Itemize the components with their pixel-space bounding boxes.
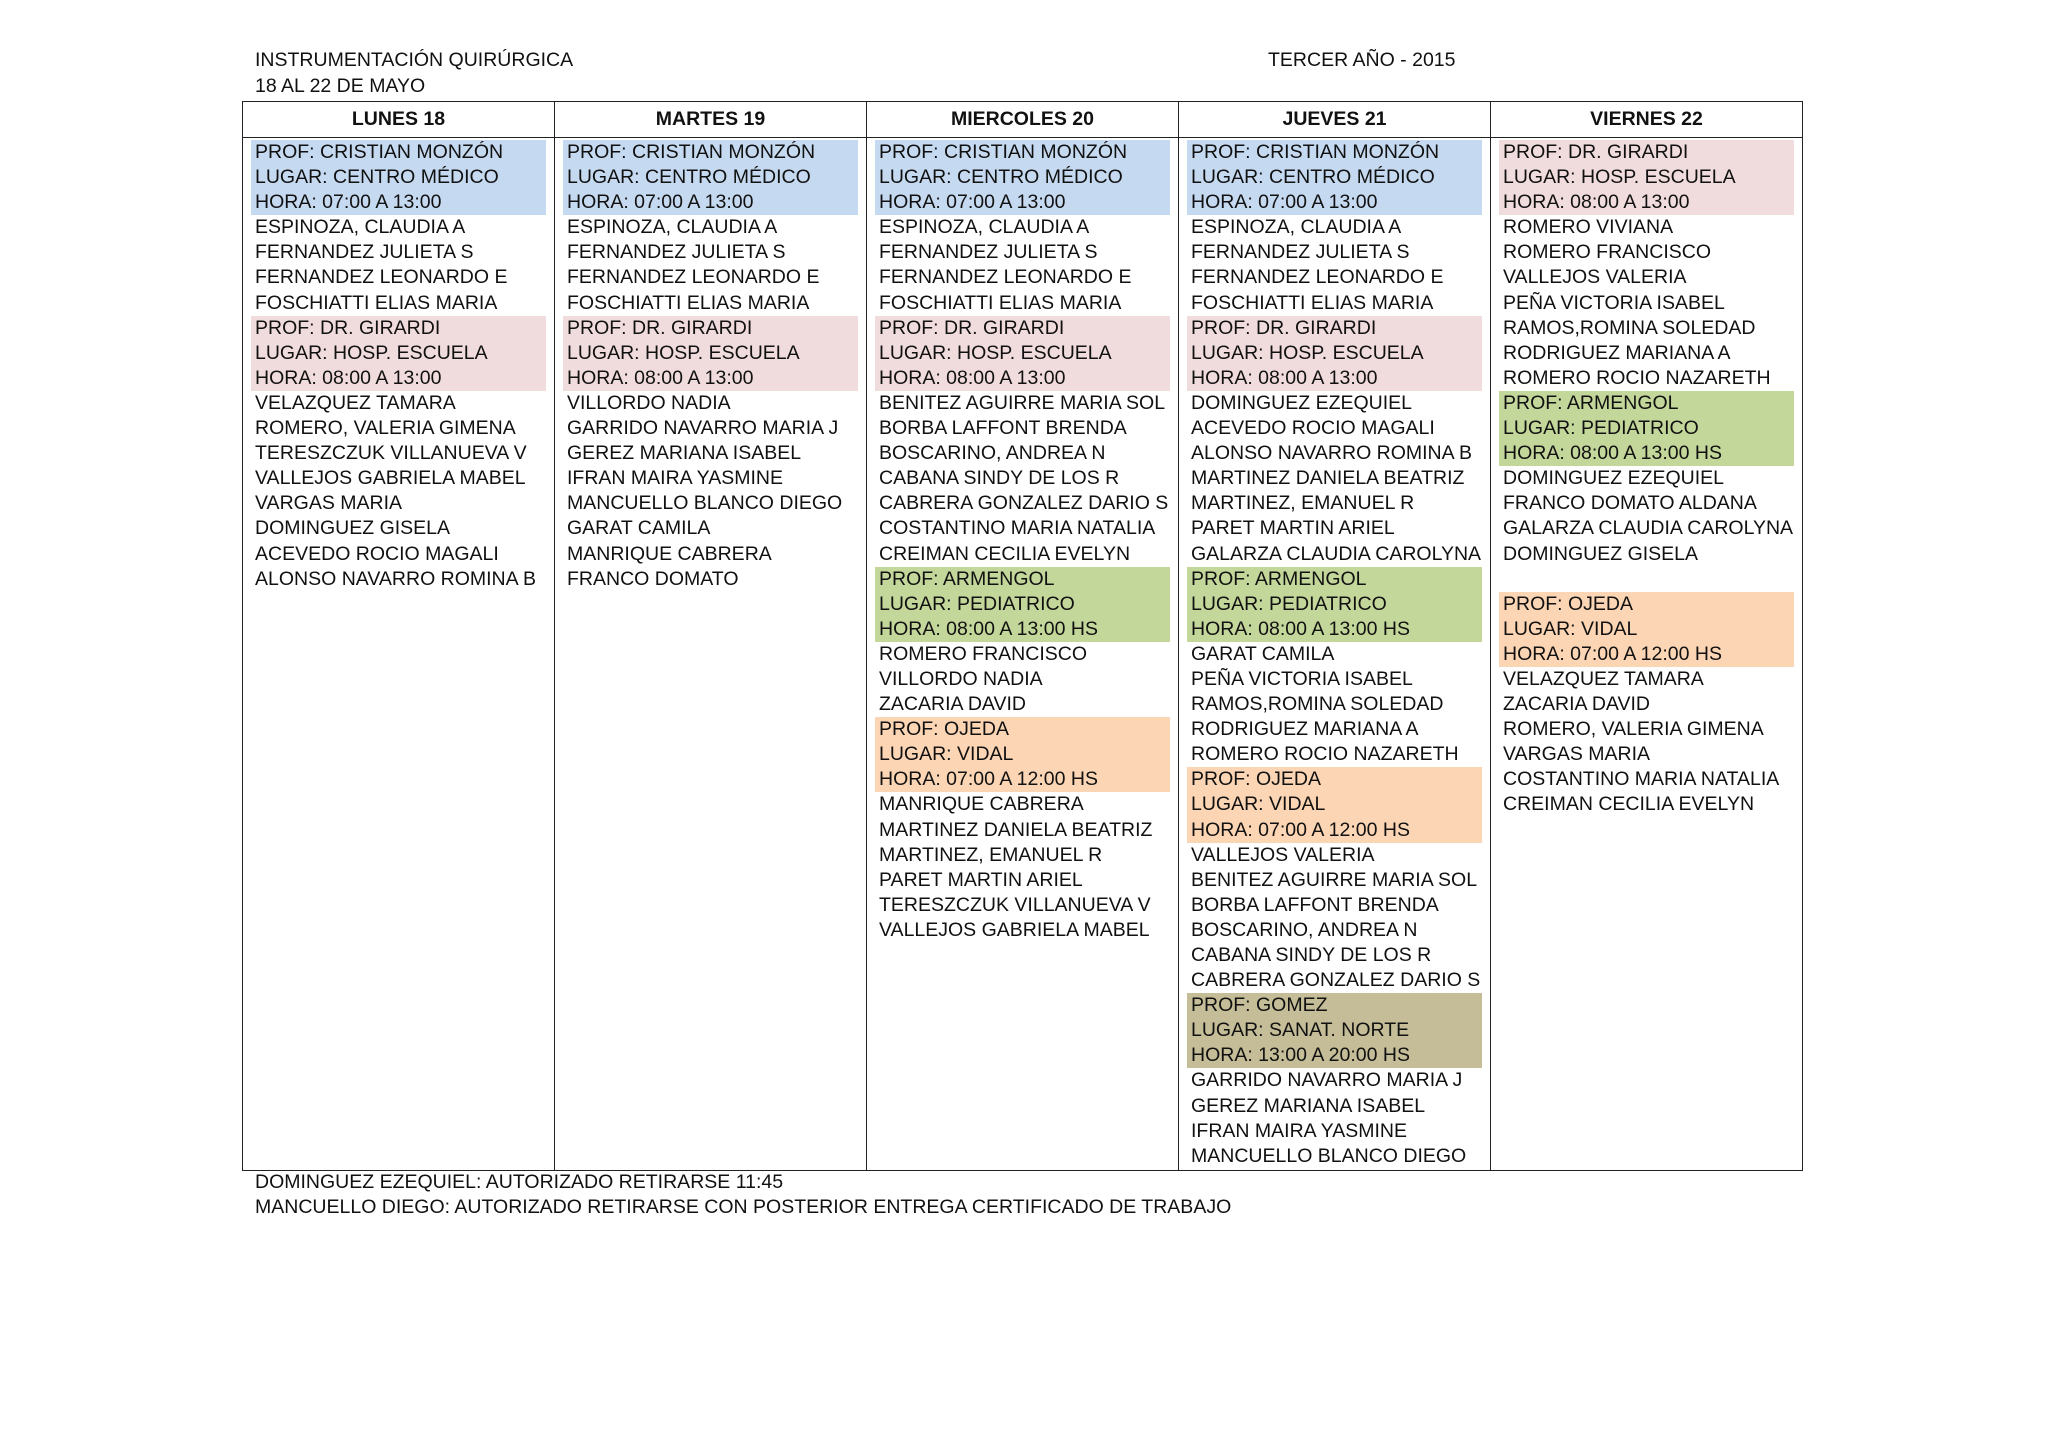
student-name: DOMINGUEZ EZEQUIEL [1503,467,1725,490]
professor-line: PROF: CRISTIAN MONZÓN [879,141,1128,163]
student-name: IFRAN MAIRA YASMINE [567,467,783,490]
day-header: VIERNES 22 [1491,102,1802,138]
student-name: RODRIGUEZ MARIANA A [1503,341,1731,364]
rotation-group [563,140,858,316]
professor-line: PROF: CRISTIAN MONZÓN [567,141,816,163]
professor-line: PROF: DR. GIRARDI [1191,316,1377,339]
student-name: ESPINOZA, CLAUDIA A [879,216,1090,239]
student-name: GARRIDO NAVARRO MARIA J [567,417,839,440]
day-column [243,102,554,1170]
time-line: HORA: 07:00 A 13:00 [879,191,1066,214]
professor-line: PROF: CRISTIAN MONZÓN [255,141,504,163]
group-header-block [251,140,546,215]
day-body [1491,138,1802,818]
student-name: CABRERA GONZALEZ DARIO S [879,492,1169,515]
location-line: LUGAR: HOSP. ESCUELA [1191,341,1424,364]
day-column [1178,102,1490,1170]
professor-line: PROF: ARMENGOL [1503,391,1679,414]
student-name: FOSCHIATTI ELIAS MARIA [1191,291,1434,314]
student-name: PEÑA VICTORIA ISABEL [1503,291,1725,314]
group-header-block [875,567,1170,642]
group-header-block [1499,391,1794,466]
student-name: CABRERA GONZALEZ DARIO S [1191,969,1481,992]
student-name: VILLORDO NADIA [879,667,1043,690]
student-name: VALLEJOS GABRIELA MABEL [255,467,526,490]
professor-line: PROF: GOMEZ [1191,994,1328,1017]
professor-line: PROF: CRISTIAN MONZÓN [1191,141,1440,163]
group-header-block [563,140,858,215]
student-name: ALONSO NAVARRO ROMINA B [1191,442,1472,465]
professor-line: PROF: ARMENGOL [1191,567,1367,590]
rotation-group [1187,316,1482,567]
student-name: GEREZ MARIANA ISABEL [567,442,802,465]
student-name: ROMERO FRANCISCO [1503,241,1712,264]
subject-title: INSTRUMENTACIÓN QUIRÚRGICA [255,49,574,71]
student-name: FERNANDEZ LEONARDO E [255,266,508,289]
year-label: TERCER AÑO - 2015 [1268,49,1456,71]
blank-row [1499,567,1794,592]
professor-line: PROF: DR. GIRARDI [567,316,753,339]
time-line: HORA: 07:00 A 13:00 [255,191,442,214]
student-name: BENITEZ AGUIRRE MARIA SOL [879,391,1166,414]
student-name: DOMINGUEZ GISELA [255,517,451,540]
student-name: GARAT CAMILA [1191,642,1335,665]
student-name: BOSCARINO, ANDREA N [1191,918,1418,941]
rotation-group [1187,993,1482,1169]
time-line: HORA: 08:00 A 13:00 HS [879,617,1098,640]
location-line: LUGAR: HOSP. ESCUELA [255,341,488,364]
group-header-block [1187,767,1482,842]
rotation-group [1499,391,1794,592]
student-name: VELAZQUEZ TAMARA [1503,667,1704,690]
time-line: HORA: 08:00 A 13:00 HS [1191,617,1410,640]
student-name: ESPINOZA, CLAUDIA A [255,216,466,239]
student-name: BENITEZ AGUIRRE MARIA SOL [1191,868,1478,891]
student-name: ACEVEDO ROCIO MAGALI [255,542,499,565]
group-header-block [563,316,858,391]
day-column [1490,102,1802,1170]
time-line: HORA: 08:00 A 13:00 [879,366,1066,389]
student-name: ROMERO ROCIO NAZARETH [1191,743,1459,766]
student-name: FRANCO DOMATO [567,567,739,590]
group-header-block [875,316,1170,391]
location-line: LUGAR: CENTRO MÉDICO [879,166,1123,189]
date-range: 18 AL 22 DE MAYO [255,75,426,97]
day-header: MIERCOLES 20 [867,102,1178,138]
rotation-group [251,316,546,592]
student-name: CABANA SINDY DE LOS R [879,467,1120,490]
student-name: MARTINEZ, EMANUEL R [879,843,1103,866]
student-name: BORBA LAFFONT BRENDA [1191,893,1439,916]
student-name: ESPINOZA, CLAUDIA A [1191,216,1402,239]
rotation-group [875,140,1170,316]
professor-line: PROF: DR. GIRARDI [255,316,441,339]
location-line: LUGAR: HOSP. ESCUELA [567,341,800,364]
day-column [866,102,1178,1170]
student-name: RAMOS,ROMINA SOLEDAD [1503,316,1756,339]
group-header-block [1499,592,1794,667]
location-line: LUGAR: PEDIATRICO [879,592,1075,615]
group-header-block [875,717,1170,792]
student-name: CREIMAN CECILIA EVELYN [879,542,1131,565]
student-name: RAMOS,ROMINA SOLEDAD [1191,693,1444,716]
location-line: LUGAR: SANAT. NORTE [1191,1019,1410,1042]
student-name: DOMINGUEZ EZEQUIEL [1191,391,1413,414]
student-name: VARGAS MARIA [1503,743,1651,766]
day-body [867,138,1178,943]
student-name: COSTANTINO MARIA NATALIA [879,517,1156,540]
student-name: VILLORDO NADIA [567,391,731,414]
student-name: VELAZQUEZ TAMARA [255,391,456,414]
professor-line: PROF: OJEDA [1503,592,1634,615]
student-name: GARRIDO NAVARRO MARIA J [1191,1069,1463,1092]
student-name: DOMINGUEZ GISELA [1503,542,1699,565]
student-name: PARET MARTIN ARIEL [879,868,1083,891]
student-name: FERNANDEZ LEONARDO E [567,266,820,289]
group-header-block [1187,993,1482,1068]
student-name: MARTINEZ DANIELA BEATRIZ [1191,467,1465,490]
student-name: FERNANDEZ JULIETA S [255,241,474,264]
time-line: HORA: 07:00 A 12:00 HS [879,768,1098,791]
student-name: FRANCO DOMATO ALDANA [1503,492,1757,515]
student-name: MANRIQUE CABRERA [879,793,1084,816]
note-line: DOMINGUEZ EZEQUIEL: AUTORIZADO RETIRARSE 11:45 [255,1171,784,1193]
student-name: CABANA SINDY DE LOS R [1191,944,1432,966]
student-name: FOSCHIATTI ELIAS MARIA [567,291,810,314]
rotation-group [1187,767,1482,993]
student-name: FERNANDEZ JULIETA S [879,241,1098,264]
professor-line: PROF: ARMENGOL [879,567,1055,590]
student-name: ESPINOZA, CLAUDIA A [567,216,778,239]
rotation-group [1187,567,1482,768]
student-name: GEREZ MARIANA ISABEL [1191,1094,1426,1117]
professor-line: PROF: DR. GIRARDI [879,316,1065,339]
student-name: FERNANDEZ JULIETA S [1191,241,1410,264]
student-name: PEÑA VICTORIA ISABEL [1191,667,1413,690]
location-line: LUGAR: CENTRO MÉDICO [255,166,499,189]
group-header-block [875,140,1170,215]
student-name: BOSCARINO, ANDREA N [879,442,1106,465]
student-name: TERESZCZUK VILLANUEVA V [255,442,527,465]
note-line: MANCUELLO DIEGO: AUTORIZADO RETIRARSE CON POSTERIOR ENTREGA CERTIFICADO DE TRABAJO [255,1196,1232,1218]
location-line: LUGAR: VIDAL [879,743,1014,766]
group-header-block [251,316,546,391]
location-line: LUGAR: PEDIATRICO [1191,592,1387,615]
student-name: GARAT CAMILA [567,517,711,540]
student-name: FOSCHIATTI ELIAS MARIA [255,291,498,314]
student-name: FERNANDEZ JULIETA S [567,241,786,264]
day-column [554,102,866,1170]
group-header-block [1499,140,1794,215]
rotation-group [875,717,1170,943]
day-body [1179,138,1490,1169]
student-name: ROMERO, VALERIA GIMENA [255,417,516,440]
location-line: LUGAR: PEDIATRICO [1503,417,1699,440]
student-name: ALONSO NAVARRO ROMINA B [255,567,536,590]
rotation-group [1499,592,1794,818]
student-name: RODRIGUEZ MARIANA A [1191,718,1419,741]
day-body [243,138,554,592]
rotation-group [1187,140,1482,316]
student-name: MANCUELLO BLANCO DIEGO [567,492,843,515]
location-line: LUGAR: VIDAL [1191,793,1326,816]
student-name: VALLEJOS VALERIA [1503,266,1687,289]
student-name: FERNANDEZ LEONARDO E [879,266,1132,289]
student-name: MANRIQUE CABRERA [567,542,772,565]
student-name: FERNANDEZ LEONARDO E [1191,266,1444,289]
time-line: HORA: 08:00 A 13:00 [1191,366,1378,389]
student-name: ROMERO ROCIO NAZARETH [1503,366,1771,389]
student-name: MARTINEZ DANIELA BEATRIZ [879,818,1153,841]
student-name: VARGAS MARIA [255,492,403,515]
group-header-block [1187,567,1482,642]
location-line: LUGAR: CENTRO MÉDICO [1191,166,1435,189]
rotation-group [875,567,1170,718]
professor-line: PROF: OJEDA [1191,768,1322,791]
day-header: JUEVES 21 [1179,102,1490,138]
location-line: LUGAR: CENTRO MÉDICO [567,166,811,189]
day-body [555,138,866,592]
student-name: GALARZA CLAUDIA CAROLYNA [1191,542,1482,565]
time-line: HORA: 07:00 A 13:00 [1191,191,1378,214]
professor-line: PROF: DR. GIRARDI [1503,141,1689,163]
time-line: HORA: 13:00 A 20:00 HS [1191,1044,1410,1067]
student-name: GALARZA CLAUDIA CAROLYNA [1503,517,1794,540]
student-name: ROMERO FRANCISCO [879,642,1088,665]
time-line: HORA: 08:00 A 13:00 [255,366,442,389]
student-name: ROMERO VIVIANA [1503,216,1674,239]
time-line: HORA: 08:00 A 13:00 [1503,191,1690,214]
day-header: MARTES 19 [555,102,866,138]
time-line: HORA: 07:00 A 12:00 HS [1503,642,1722,665]
time-line: HORA: 07:00 A 12:00 HS [1191,818,1410,841]
student-name: CREIMAN CECILIA EVELYN [1503,793,1755,816]
location-line: LUGAR: HOSP. ESCUELA [879,341,1112,364]
student-name: ACEVEDO ROCIO MAGALI [1191,417,1435,440]
student-name: ZACARIA DAVID [1503,693,1651,716]
time-line: HORA: 08:00 A 13:00 [567,366,754,389]
schedule-table [242,101,1803,1171]
professor-line: PROF: OJEDA [879,718,1010,741]
group-header-block [1187,316,1482,391]
time-line: HORA: 07:00 A 13:00 [567,191,754,214]
student-name: PARET MARTIN ARIEL [1191,517,1395,540]
student-name: ROMERO, VALERIA GIMENA [1503,718,1764,741]
student-name: VALLEJOS GABRIELA MABEL [879,918,1150,941]
rotation-group [251,140,546,316]
rotation-group [563,316,858,592]
student-name: MARTINEZ, EMANUEL R [1191,492,1415,515]
day-header: LUNES 18 [243,102,554,138]
rotation-group [1499,140,1794,391]
student-name: BORBA LAFFONT BRENDA [879,417,1127,440]
group-header-block [1187,140,1482,215]
student-name: TERESZCZUK VILLANUEVA V [879,893,1151,916]
student-name: FOSCHIATTI ELIAS MARIA [879,291,1122,314]
time-line: HORA: 08:00 A 13:00 HS [1503,442,1722,465]
student-name: MANCUELLO BLANCO DIEGO [1191,1144,1467,1167]
location-line: LUGAR: VIDAL [1503,617,1638,640]
student-name: IFRAN MAIRA YASMINE [1191,1119,1407,1142]
student-name: ZACARIA DAVID [879,693,1027,716]
rotation-group [875,316,1170,567]
location-line: LUGAR: HOSP. ESCUELA [1503,166,1736,189]
student-name: VALLEJOS VALERIA [1191,843,1375,866]
student-name: COSTANTINO MARIA NATALIA [1503,768,1780,791]
